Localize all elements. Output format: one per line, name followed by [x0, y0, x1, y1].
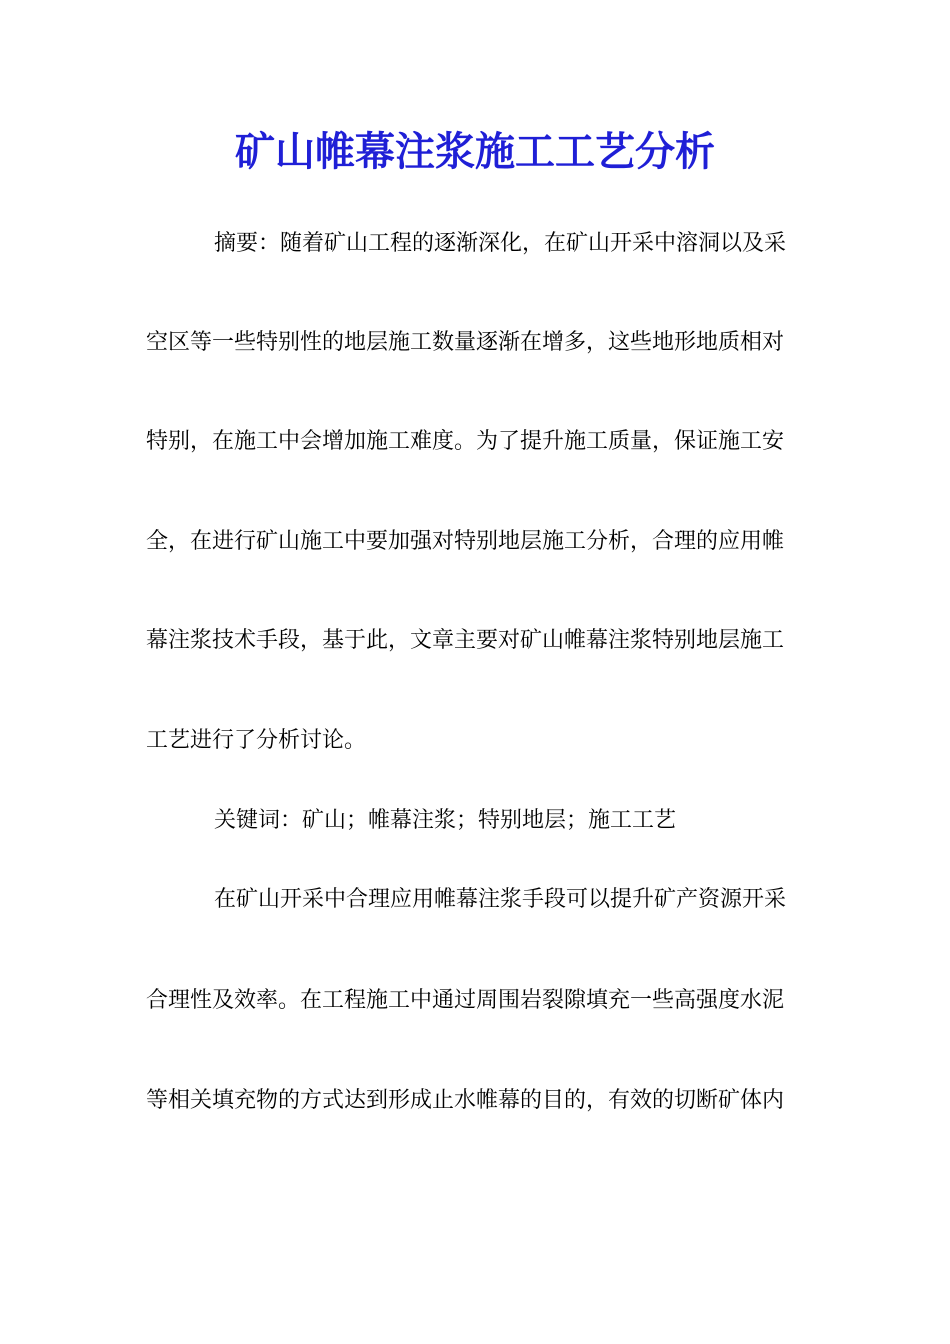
abstract-line-3: 特别，在施工中会增加施工难度。为了提升施工质量，保证施工安 [146, 429, 785, 454]
abstract-line-6: 工艺进行了分析讨论。 [146, 728, 367, 753]
keywords-line: 关键词：矿山；帷幕注浆；特别地层；施工工艺 [214, 808, 677, 833]
body-line-1: 在矿山开采中合理应用帷幕注浆手段可以提升矿产资源开采 [214, 887, 787, 912]
abstract-line-2: 空区等一些特别性的地层施工数量逐渐在增多，这些地形地质相对 [146, 330, 785, 355]
abstract-line-1: 摘要：随着矿山工程的逐渐深化，在矿山开采中溶洞以及采 [214, 231, 787, 256]
abstract-line-5: 幕注浆技术手段，基于此，文章主要对矿山帷幕注浆特别地层施工 [146, 628, 785, 653]
body-line-3: 等相关填充物的方式达到形成止水帷幕的目的，有效的切断矿体内 [146, 1088, 785, 1113]
body-line-2: 合理性及效率。在工程施工中通过周围岩裂隙填充一些高强度水泥 [146, 988, 785, 1013]
abstract-line-4: 全，在进行矿山施工中要加强对特别地层施工分析，合理的应用帷 [146, 529, 785, 554]
document-title: 矿山帷幕注浆施工工艺分析 [235, 128, 715, 175]
